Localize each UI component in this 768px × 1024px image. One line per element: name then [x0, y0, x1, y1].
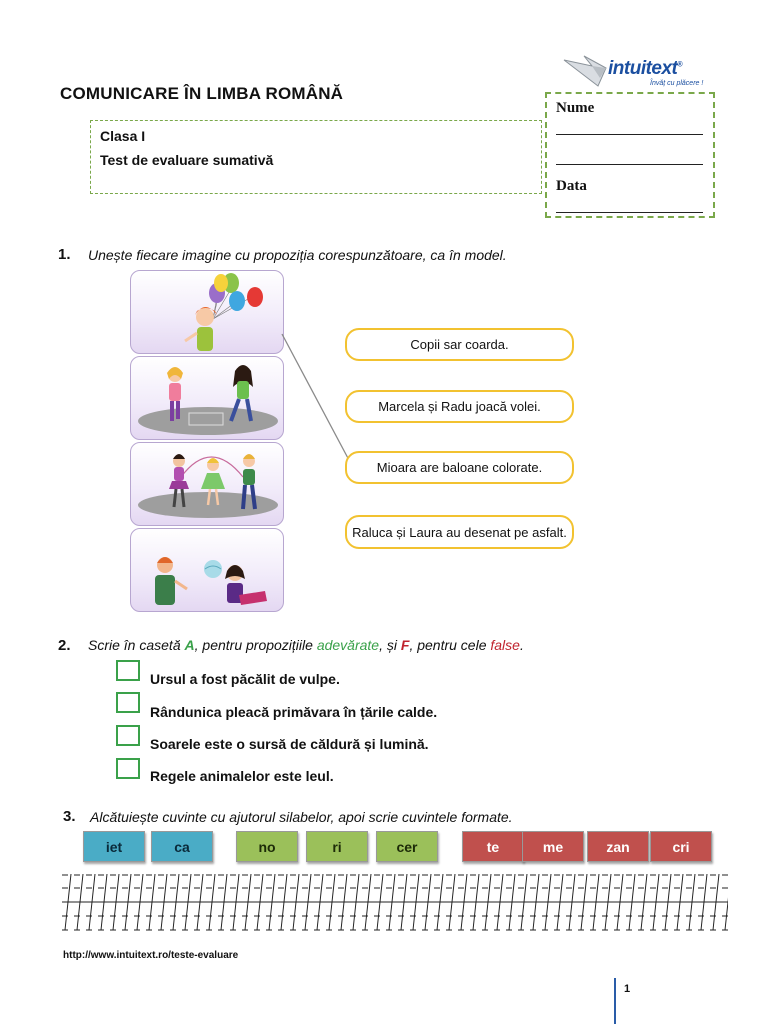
syllable-no[interactable]: no: [236, 831, 298, 862]
syllable-iet[interactable]: iet: [83, 831, 145, 862]
q2-number: 2.: [58, 637, 71, 654]
logo-tagline: Învăț cu plăcere !: [650, 80, 704, 87]
q1-number: 1.: [58, 246, 71, 263]
logo-brand: intuitext®: [608, 58, 683, 79]
class-label: Clasa I: [100, 128, 146, 144]
writing-lines[interactable]: [62, 872, 728, 934]
syllable-cer[interactable]: cer: [376, 831, 438, 862]
girl-balloons-illustration: [131, 271, 284, 354]
answer-box-2[interactable]: [116, 692, 140, 713]
q3-number: 3.: [63, 808, 76, 825]
name-label: Nume: [556, 100, 595, 116]
syllable-ca[interactable]: ca: [151, 831, 213, 862]
page-number: 1: [624, 983, 631, 995]
intuitext-logo: [562, 52, 717, 94]
image-skipping-rope[interactable]: [130, 442, 284, 526]
sentence-box-3[interactable]: Mioara are baloane colorate.: [345, 451, 574, 484]
date-label: Data: [556, 178, 587, 194]
syllable-te[interactable]: te: [462, 831, 524, 862]
answer-box-3[interactable]: [116, 725, 140, 746]
statement-4: Regele animalelor este leul.: [150, 768, 334, 784]
name-line-2[interactable]: [556, 164, 703, 165]
hopscotch-illustration: [131, 357, 284, 440]
syllable-ri[interactable]: ri: [306, 831, 368, 862]
statement-2: Rândunica pleacă primăvara în țările calde.: [150, 704, 438, 720]
test-label: Test de evaluare sumativă: [100, 152, 274, 168]
page-title: COMUNICARE ÎN LIMBA ROMÂNĂ: [60, 84, 344, 103]
image-hopscotch[interactable]: [130, 356, 284, 440]
syllable-cri[interactable]: cri: [650, 831, 712, 862]
q1-instruction: Unește fiecare imagine cu propoziția corespunzătoare, ca în model.: [88, 247, 507, 263]
sentence-box-1[interactable]: Copii sar coarda.: [345, 328, 574, 361]
answer-box-4[interactable]: [116, 758, 140, 779]
image-girl-balloons[interactable]: [130, 270, 284, 354]
student-info-box: [545, 92, 715, 218]
answer-box-1[interactable]: [116, 660, 140, 681]
image-volleyball[interactable]: [130, 528, 284, 612]
syllable-zan[interactable]: zan: [587, 831, 649, 862]
volleyball-illustration: [131, 529, 284, 612]
q2-instruction: Scrie în casetă A, pentru propozițiile adevărate, și F, pentru cele false.: [88, 637, 524, 653]
q3-instruction: Alcătuiește cuvinte cu ajutorul silabelor, apoi scrie cuvintele formate.: [90, 809, 513, 825]
date-line[interactable]: [556, 212, 703, 213]
skipping-rope-illustration: [131, 443, 284, 526]
sentence-box-2[interactable]: Marcela și Radu joacă volei.: [345, 390, 574, 423]
sentence-box-4[interactable]: Raluca și Laura au desenat pe asfalt.: [345, 515, 574, 549]
name-line-1[interactable]: [556, 134, 703, 135]
statement-3: Soarele este o sursă de căldură și lumină.: [150, 736, 429, 752]
page-number-bar: [614, 978, 616, 1024]
statement-1: Ursul a fost păcălit de vulpe.: [150, 671, 340, 687]
syllable-me[interactable]: me: [522, 831, 584, 862]
footer-url[interactable]: http://www.intuitext.ro/teste-evaluare: [63, 950, 239, 961]
